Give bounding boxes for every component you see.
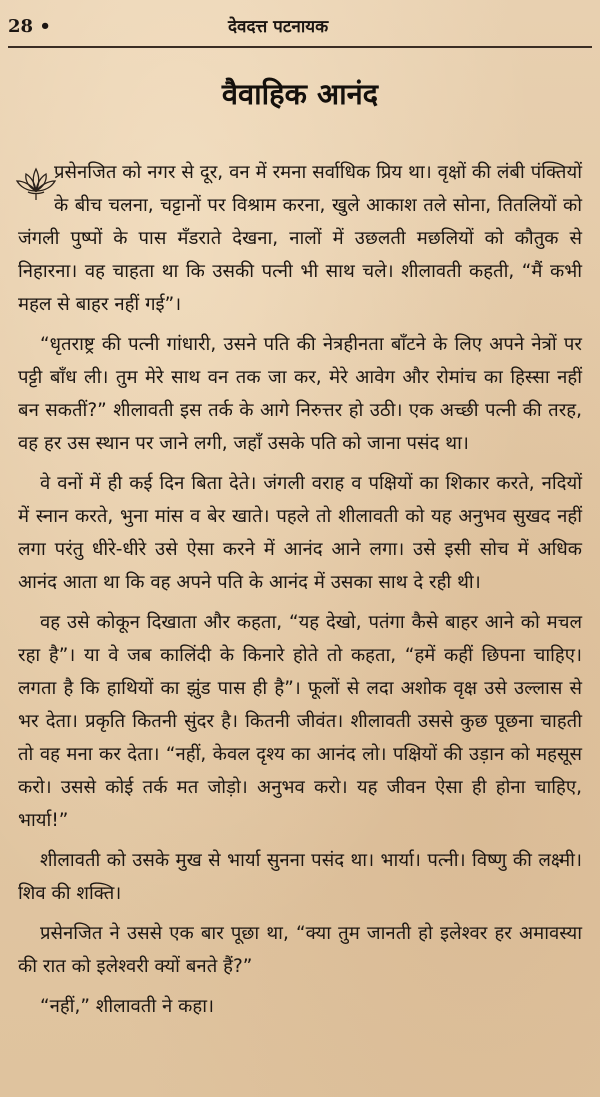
- running-head: देवदत्त पटनायक: [228, 17, 329, 37]
- paragraph: वह उसे कोकून दिखाता और कहता, “यह देखो, पतंगा कैसे बाहर आने को मचल रहा है”। या वे जब कालिंदी के किनारे होते तो कहता, “हमें कहीं छिपना चाहिए। लगता है कि हाथियों का झुंड पास ही है”। फूलों से लदा अशोक वृक्ष उसे उल्लास से भर देता। प्रकृति कितनी सुंदर है। कितनी जीवंत। शीलावती उससे कुछ पूछना चाहती तो वह मना कर देता। “नहीं, केवल दृश्य का आनंद लो। पक्षियों की उड़ान को महसूस करो। उससे कोई तर्क मत जोड़ो। अनुभव करो। यह जीवन ऐसा ही होना चाहिए, भार्या!”: [18, 612, 582, 831]
- paragraph: “धृतराष्ट्र की पत्नी गांधारी, उसने पति की नेत्रहीनता बाँटने के लिए अपने नेत्रों पर पट्टी बाँध ली। तुम मेरे साथ वन तक जा कर, मेरे आवेग और रोमांच का हिस्सा नहीं बन सकतीं?” शीलावती इस तर्क के आगे निरुत्तर हो उठी। एक अच्छी पत्नी की तरह, वह हर उस स्थान पर जाने लगी, जहाँ उसके पति को जाना पसंद था।: [18, 334, 582, 454]
- chapter-title: वैवाहिक आनंद: [221, 77, 379, 111]
- body-text: [18, 156, 582, 1030]
- page-header: [8, 10, 592, 48]
- paragraph: शीलावती को उसके मुख से भार्या सुनना पसंद था। भार्या। पत्नी। विष्णु की लक्ष्मी। शिव की शक्ति।: [18, 850, 582, 904]
- paragraph: प्रसेनजित को नगर से दूर, वन में रमना सर्वाधिक प्रिय था। वृक्षों की लंबी पंक्तियों के बीच चलना, चट्टानों पर विश्राम करना, खुले आकाश तले सोना, तितलियों को जंगली पुष्पों के पास मँडराते देखना, नालों में उछलती मछलियों को कौतुक से निहारना। वह चाहता था कि उसकी पत्नी भी साथ चले। शीलावती कहती, “मैं कभी महल से बाहर नहीं गई”।: [18, 162, 582, 315]
- paragraph: वे वनों में ही कई दिन बिता देते। जंगली वराह व पक्षियों का शिकार करते, नदियों में स्नान करते, भुना मांस व बेर खाते। पहले तो शीलावती को यह अनुभव सुखद नहीं लगा परंतु धीरे-धीरे उसे ऐसा करने में आनंद आने लगा। उसे इसी सोच में अधिक आनंद आता था कि वह अपने पति के आनंद में उसका साथ दे रही थी।: [18, 473, 582, 593]
- paragraph: प्रसेनजित ने उससे एक बार पूछा था, “क्या तुम जानती हो इलेश्वर हर अमावस्या की रात को इलेश्वरी क्यों बनते हैं?”: [18, 923, 582, 977]
- page-number: 28 •: [8, 16, 51, 37]
- paragraph: “नहीं,” शीलावती ने कहा।: [40, 996, 215, 1017]
